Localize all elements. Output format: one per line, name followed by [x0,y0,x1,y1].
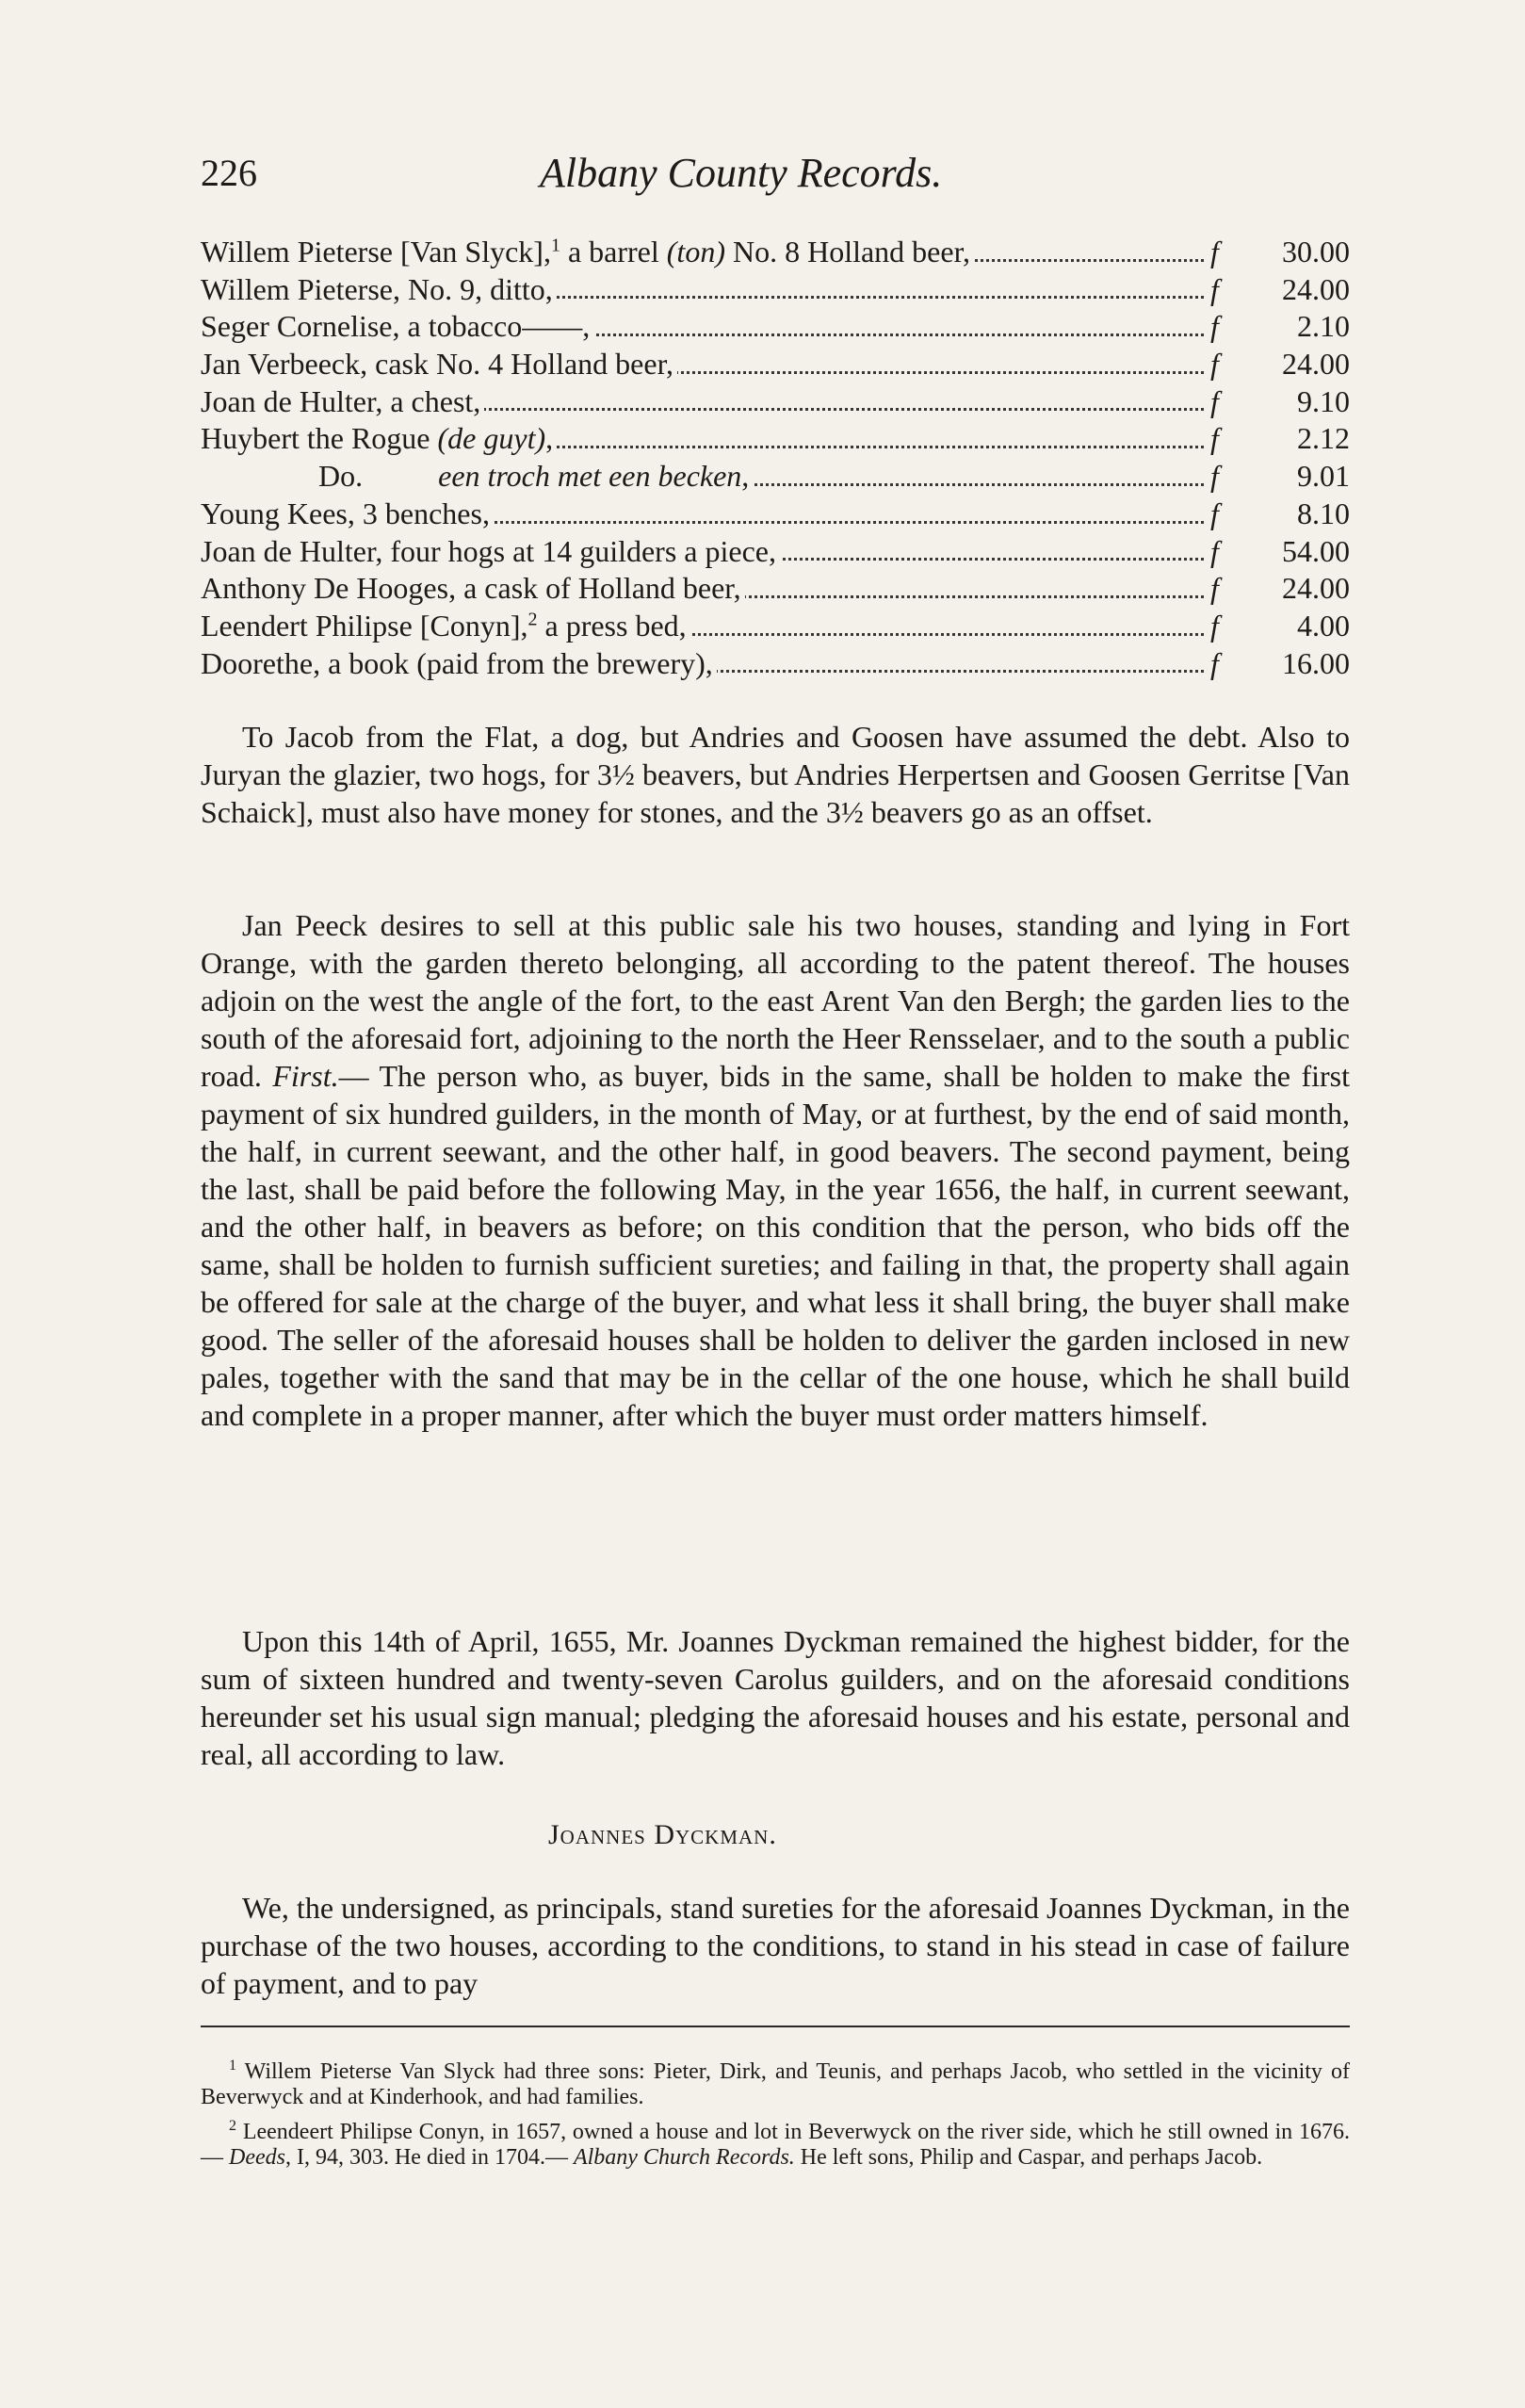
ledger-row [201,533,1350,571]
running-title: Albany County Records. [540,150,943,196]
entry-description: Seger Cornelise, a tobacco——, [201,309,591,344]
ledger-amount: 30.00 [1282,235,1350,268]
florin-symbol: f [1207,271,1223,309]
ledger-entry-text [201,609,690,643]
ledger-amount: 16.00 [1282,645,1350,680]
ledger-entry [201,346,1204,383]
sale-ledger [201,234,1350,682]
florin-symbol: f [1207,570,1223,608]
ledger-amount: 24.00 [1282,347,1350,382]
entry-description: Jan Verbeeck, cask No. 4 Holland beer, [201,347,673,382]
florin-symbol: f [1207,496,1223,533]
footnote-citation: Albany Church Records. [573,2145,795,2170]
ledger-entry [201,645,1204,683]
ledger-entry-text [318,459,753,493]
entry-description [363,459,438,493]
florin-symbol: f [1207,234,1223,271]
ledger-row [201,420,1350,458]
ledger-entry-text [201,235,974,268]
dutch-term: (de guyt) [437,421,546,456]
ledger-amount: 4.00 [1297,608,1350,643]
ledger-entry-text [201,534,780,568]
entry-description: a barrel [560,235,667,268]
entry-description: Young Kees, 3 benches, [201,496,490,530]
ledger-entry-text [201,496,494,530]
ledger-row [201,570,1350,608]
ledger-amount: 2.10 [1297,309,1350,344]
ledger-amount: 2.12 [1297,421,1350,456]
first-term: First. [272,1059,339,1093]
ledger-row [201,234,1350,271]
florin-symbol: f [1207,346,1223,383]
ledger-amount: 9.10 [1297,383,1350,418]
florin-symbol: f [1207,383,1223,421]
page-number: 226 [201,152,257,194]
ledger-row [201,383,1350,421]
entry-description: Joan de Hulter, a chest, [201,383,481,418]
ledger-entry-text [201,571,745,605]
footnote-text: He left sons, Philip and Caspar, and perhaps Jacob. [794,2145,1263,2170]
entry-description: Do. [318,459,364,494]
entry-description: No. 8 Holland beer, [724,235,970,268]
ledger-entry [201,308,1204,346]
florin-symbol: f [1207,458,1223,496]
ledger-entry-text [201,421,557,455]
footnote-2 [201,2120,1350,2171]
ledger-entry [201,271,1204,309]
page-header [201,149,1350,205]
ledger-amount: 54.00 [1282,533,1350,568]
paragraph-sureties: We, the undersigned, as principals, stand sureties for the aforesaid Joannes Dyckman, in the purchase of the two houses, according to the conditions, to stand in his stead in case of failure of payment, and to pay [201,1891,1350,2000]
ledger-entry [201,496,1204,533]
ledger-row [201,496,1350,533]
ledger-row [201,346,1350,383]
ledger-entry-text [201,384,484,418]
entry-description: Willem Pieterse [Van Slyck], [201,235,551,268]
footnote-1 [201,2059,1350,2110]
florin-symbol: f [1207,420,1223,458]
ledger-entry-text [201,646,717,680]
entry-description: Leendert Philipse [Conyn], [201,608,528,643]
ledger-entry-text [201,309,593,343]
footnote-citation: Deeds [229,2145,285,2170]
footnote-reference: 2 [527,609,538,630]
paragraph-house-sale-conditions [201,906,1350,1434]
paragraph-highest-bidder: Upon this 14th of April, 1655, Mr. Joannes Dyckman remained the highest bidder, for the sum of sixteen hundred and twenty-seven Carolus guilders, and on the aforesaid conditions hereunder set his usual sign manual; pledging the aforesaid houses and his estate, personal and real, all according to law. [201,1624,1350,1771]
ledger-entry-text [201,272,557,306]
paragraph-jacob-debt: To Jacob from the Flat, a dog, but Andries and Goosen have assumed the debt. Also to Juryan the glazier, two hogs, for 3½ beavers, but Andries Herpertsen and Goosen Gerritse [Van Schaick], must also have money for stones, and the 3½ beavers go as an offset. [201,720,1350,829]
ledger-amount: 8.10 [1297,496,1350,530]
florin-symbol: f [1207,645,1223,683]
entry-description: , [741,459,750,494]
ledger-entry [201,608,1204,645]
entry-description: Willem Pieterse, No. 9, ditto, [201,271,553,306]
dutch-term: (ton) [666,235,725,268]
florin-symbol: f [1207,608,1223,645]
entry-description: , [545,421,554,456]
ledger-entry [201,383,1204,421]
entry-description: a press bed, [537,608,687,643]
ledger-row [201,608,1350,645]
ledger-amount: 24.00 [1282,271,1350,306]
entry-description: Huybert the Rogue [201,421,438,456]
footnote-marker: 1 [229,2058,236,2074]
footnote-marker: 2 [229,2118,236,2134]
footnote-divider [201,2026,1350,2027]
ledger-entry [201,570,1204,608]
ledger-amount: 9.01 [1297,459,1350,494]
footnote-text: , I, 94, 303. He died in 1704.— [284,2145,574,2170]
florin-symbol: f [1207,533,1223,571]
ledger-amount: 24.00 [1282,571,1350,606]
footnote-text: Willem Pieterse Van Slyck had three sons: Pieter, Dirk, and Teunis, and perhaps Jacob, who settled in the vicinity of Beverwyck and at Kinderhook, and had families. [201,2059,1350,2109]
paragraph-text: — The person who, as buyer, bids in the same, shall be holden to make the first payment of six hundred guilders, in the month of May, or at furthest, by the end of said month, the half, in current seewant, and the other half, in good beavers. The second payment, being the last, shall be paid before the following May, in the year 1656, the half, in current seewant, and the other half, in beavers as before; on this condition that the person, who bids off the same, shall be holden to furnish sufficient sureties; and failing in that, the property shall again be offered for sale at the charge of the buyer, and what less it shall bring, the buyer shall make good. The seller of the aforesaid houses shall be holden to deliver the garden inclosed in new pales, together with the sand that may be in the cellar of the one house, which he shall build and complete in a proper manner, after which the buyer must order matters himself. [201,1059,1351,1432]
ledger-entry [318,458,1204,496]
footnote-reference: 1 [550,235,560,256]
ledger-entry-text [201,347,677,381]
ledger-entry [201,420,1204,458]
paragraph-text: Jan Peeck desires to sell at this public sale his two houses, standing and lying in Fort Orange, with the garden thereto belonging, all according to the patent thereof. The houses adjoin on the west the angle of the fort, to the east Arent Van den Bergh; the garden lies to the south of the aforesaid fort, adjoining to the north the Heer Rensselaer, and to the south a public road. [201,908,1350,1093]
entry-description: Doorethe, a book (paid from the brewery), [201,645,713,680]
dutch-term: een troch met een becken [438,459,742,494]
ledger-row [201,271,1350,309]
entry-description: Joan de Hulter, four hogs at 14 guilders a piece, [201,533,776,568]
ledger-row [201,308,1350,346]
ledger-entry [201,533,1204,571]
signature-dyckman: Joannes Dyckman. [548,1819,777,1850]
florin-symbol: f [1207,308,1223,346]
ledger-row [201,458,1350,496]
ledger-row [201,645,1350,683]
ledger-entry [201,234,1204,271]
entry-description: Anthony De Hooges, a cask of Holland beer, [201,571,741,606]
footnote-text: Leendeert Philipse Conyn, in 1657, owned a house and lot in Beverwyck on the river side, which he still owned in 1676.— [201,2120,1350,2170]
